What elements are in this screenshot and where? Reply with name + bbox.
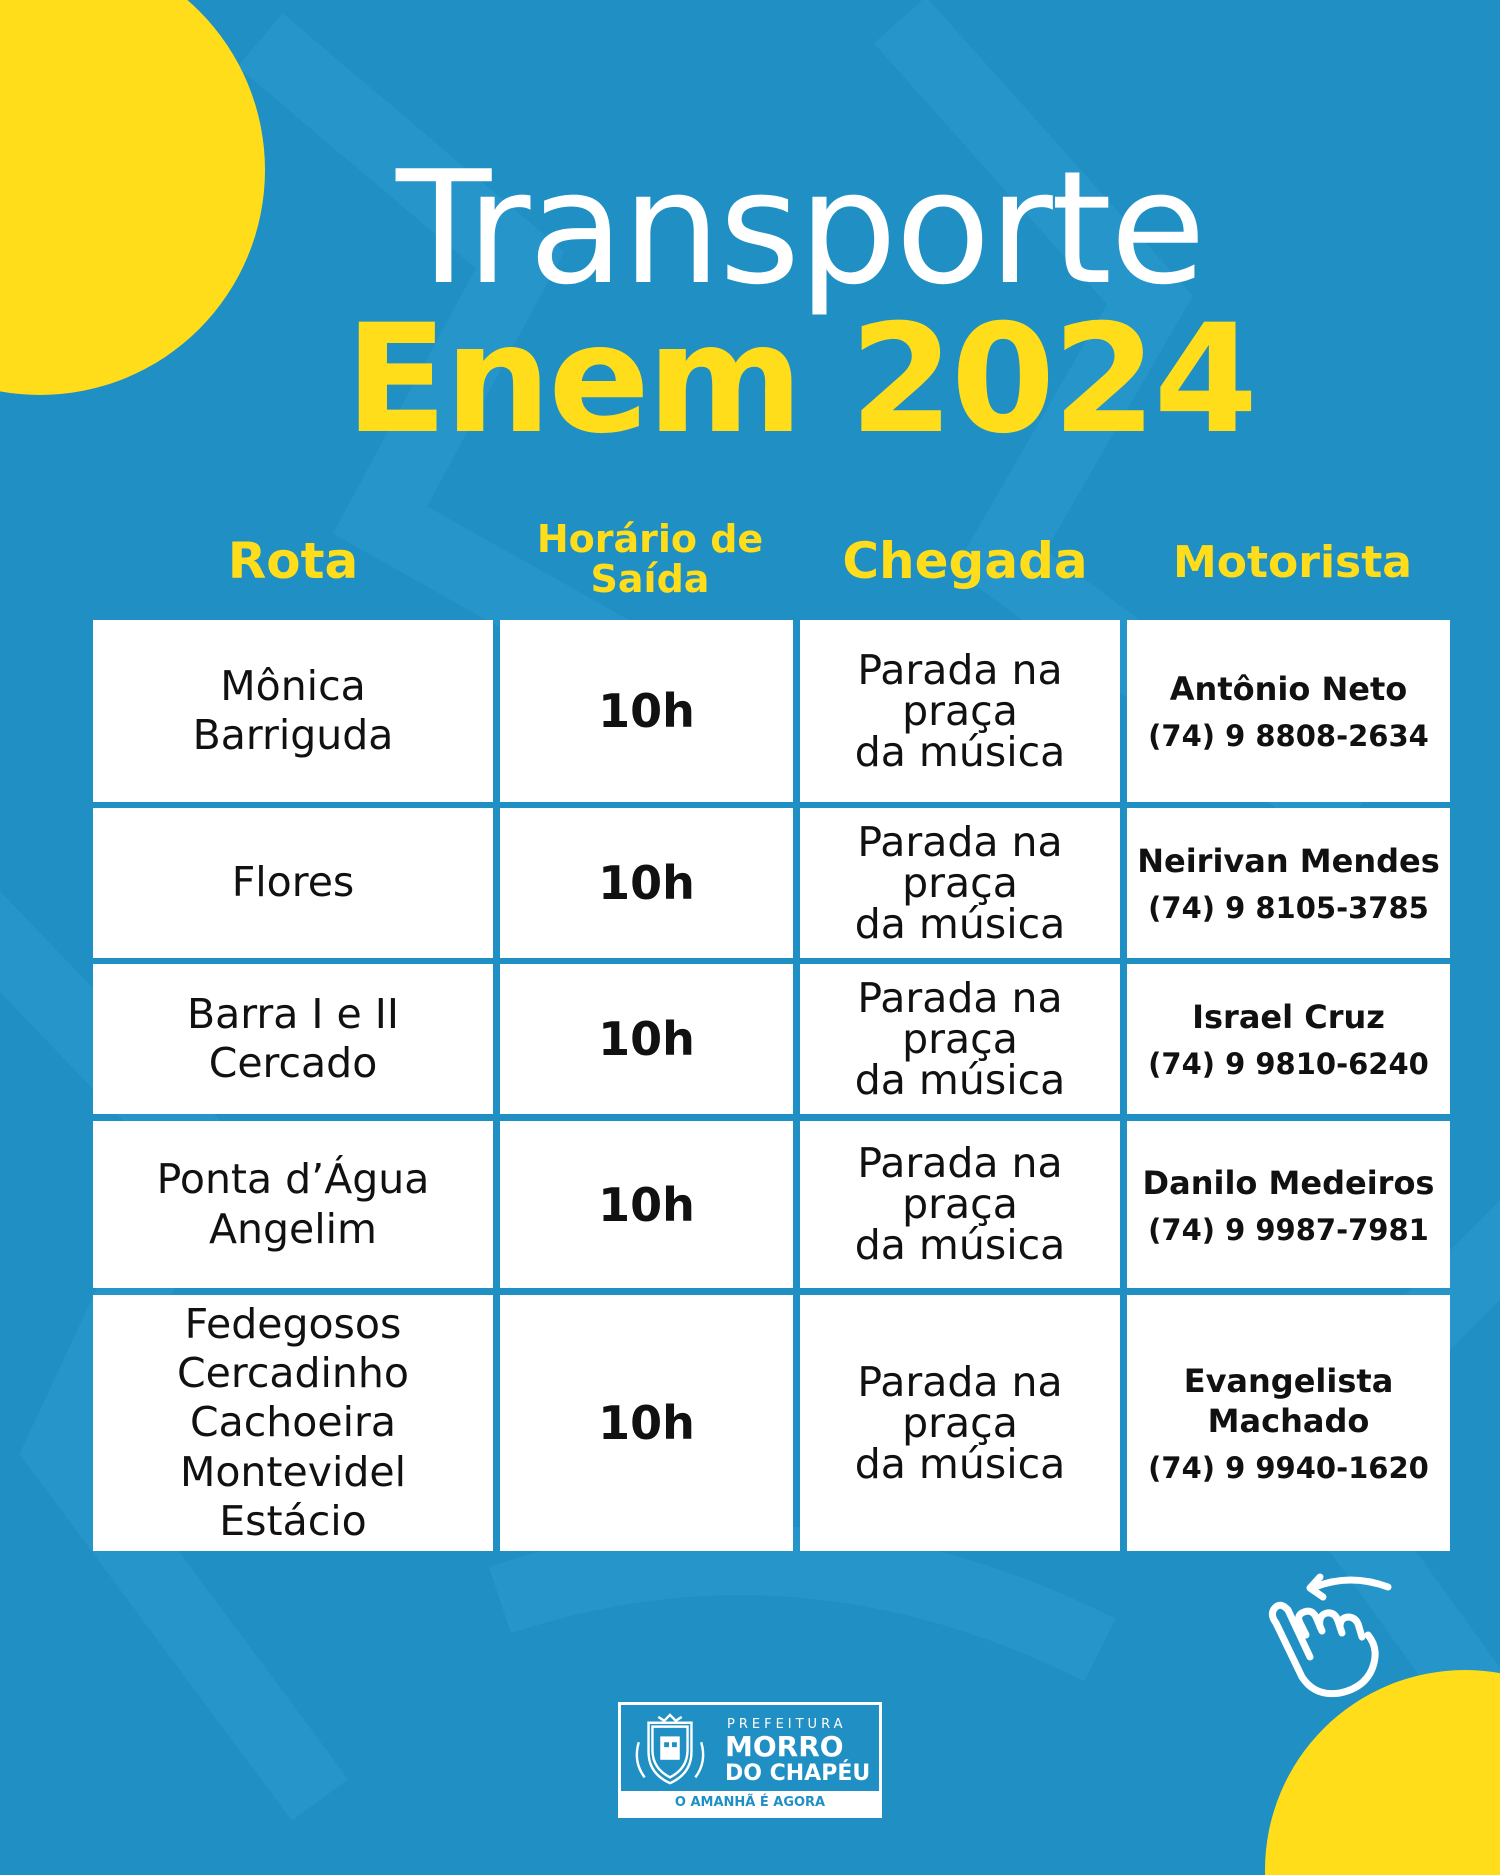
motorista-name: Danilo Medeiros (1142, 1163, 1435, 1202)
motorista-name: Israel Cruz (1192, 998, 1385, 1036)
table-cell-chegada (800, 808, 1120, 958)
motorista-phone: (74) 9 8808-2634 (1148, 719, 1429, 753)
table-cell-rota (93, 1295, 493, 1551)
logo-chapeu-text: DO CHAPÉU (725, 1761, 871, 1786)
table-cell-chegada (800, 964, 1120, 1114)
table-cell-motorista (1127, 1295, 1450, 1551)
chegada-text: Parada na praça da música (854, 973, 1066, 1104)
header-motorista: Motorista (1173, 537, 1412, 588)
coat-of-arms-icon (631, 1713, 709, 1791)
horario-text: 10h (598, 1177, 695, 1232)
logo-morro-text: MORRO (725, 1730, 844, 1763)
table-cell-rota (93, 964, 493, 1114)
table-cell-rota (93, 620, 493, 802)
motorista-phone: (74) 9 9940-1620 (1148, 1451, 1429, 1485)
logo-slogan: O AMANHÃ É AGORA (621, 1791, 879, 1815)
header-rota: Rota (227, 532, 359, 590)
title-line-1: Transporte (396, 137, 1204, 319)
motorista-name: Evangelista Machado (1183, 1362, 1394, 1440)
chegada-text: Parada na praça da música (854, 817, 1066, 948)
motorista-phone: (74) 9 8105-3785 (1148, 891, 1429, 925)
horario-text: 10h (598, 856, 695, 910)
horario-text: 10h (598, 1396, 695, 1450)
header-chegada: Chegada (842, 532, 1088, 590)
rota-text: Flores (231, 858, 355, 907)
motorista-phone: (74) 9 9810-6240 (1148, 1047, 1429, 1081)
prefeitura-logo (618, 1702, 882, 1818)
table-cell-chegada (800, 1121, 1120, 1288)
swipe-hand-icon (1260, 1565, 1400, 1705)
horario-text: 10h (598, 1012, 695, 1066)
motorista-phone: (74) 9 9987-7981 (1148, 1212, 1429, 1247)
horario-text: 10h (598, 684, 695, 738)
table-cell-motorista (1127, 808, 1450, 958)
chegada-text: Parada na praça da música (854, 645, 1066, 776)
rota-text: Barra I e II Cercado (187, 989, 399, 1087)
table-cell-rota (93, 808, 493, 958)
rota-text: Fedegosos Cercadinho Cachoeira Montevidel Estácio (177, 1300, 409, 1545)
logo-prefeitura-text: PREFEITURA (727, 1717, 847, 1732)
motorista-name: Antônio Neto (1169, 670, 1408, 708)
rota-text: Ponta d’Água Angelim (156, 1155, 430, 1253)
table-cell-motorista (1127, 620, 1450, 802)
chegada-text: Parada na praça da música (854, 1139, 1066, 1269)
table-cell-horario (500, 1121, 793, 1288)
table-cell-chegada (800, 1295, 1120, 1551)
table-cell-horario (500, 1295, 793, 1551)
table-cell-horario (500, 620, 793, 802)
rota-text: Mônica Barriguda (192, 661, 394, 759)
table-cell-rota (93, 1121, 493, 1288)
table-cell-motorista (1127, 1121, 1450, 1288)
header-horario-saida: Horário de Saída (536, 517, 764, 601)
table-cell-horario (500, 808, 793, 958)
title-line-2: Enem 2024 (345, 293, 1255, 467)
table-cell-chegada (800, 620, 1120, 802)
table-cell-motorista (1127, 964, 1450, 1114)
chegada-text: Parada na praça da música (854, 1357, 1066, 1488)
motorista-name: Neirivan Mendes (1137, 842, 1440, 880)
table-cell-horario (500, 964, 793, 1114)
